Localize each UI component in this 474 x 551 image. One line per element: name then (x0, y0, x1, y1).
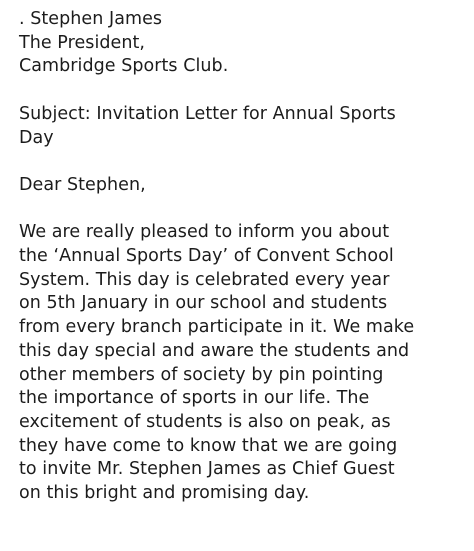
subject-text: Day (19, 127, 54, 148)
body-line: this day special and aware the students and (19, 340, 410, 361)
subject-text: Subject: Invitation Letter for Annual Sports (19, 103, 396, 124)
recipient-address (19, 8, 469, 79)
body-line: from every branch participate in it. We make (19, 317, 415, 338)
salutation (19, 174, 469, 198)
address-line: Cambridge Sports Club. (19, 56, 229, 77)
body-line: on this bright and promising day. (19, 483, 310, 504)
body-line: System. This day is celebrated every year (19, 269, 390, 290)
body-line: We are really pleased to inform you about (19, 222, 390, 243)
salutation-text: Dear Stephen, (19, 174, 146, 195)
letter-body (19, 221, 469, 505)
address-line: The President, (19, 32, 146, 53)
letter-document (19, 8, 469, 506)
body-line: other members of society by pin pointing (19, 364, 384, 385)
spacer (19, 150, 469, 174)
body-line: excitement of students is also on peak, as (19, 411, 391, 432)
body-line: the importance of sports in our life. The (19, 388, 370, 409)
subject-line (19, 103, 469, 150)
body-line: they have come to know that we are going (19, 435, 398, 456)
spacer (19, 198, 469, 222)
spacer (19, 79, 469, 103)
body-line: the ‘Annual Sports Day’ of Convent School (19, 245, 394, 266)
body-line: to invite Mr. Stephen James as Chief Guest (19, 459, 395, 480)
address-line: . Stephen James (19, 9, 163, 29)
body-line: on 5th January in our school and students (19, 293, 388, 314)
